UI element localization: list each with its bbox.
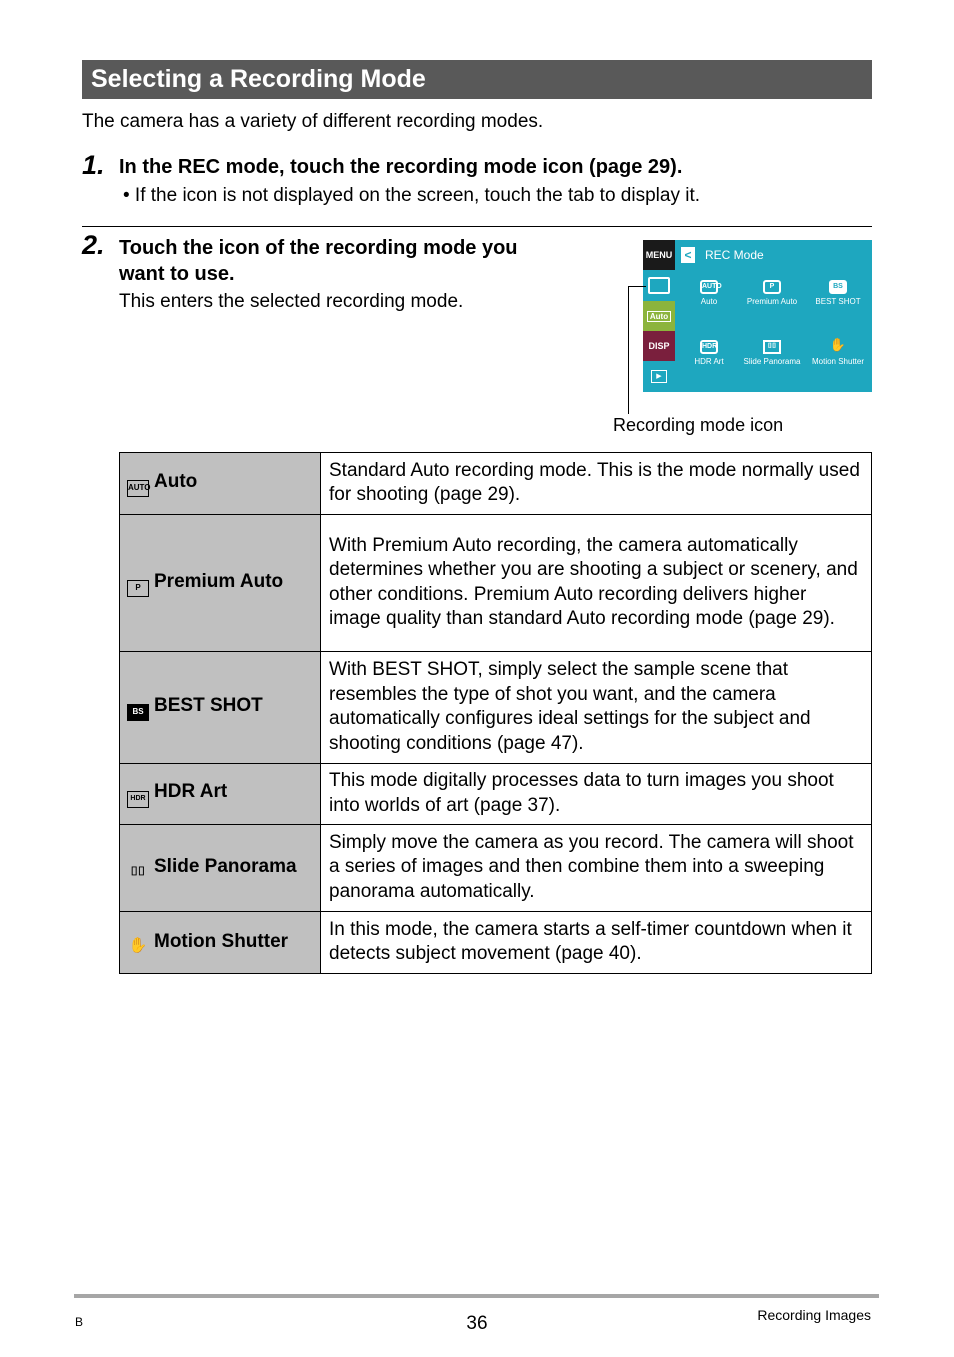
page-number: 36 [466, 1313, 488, 1334]
mode-description: Standard Auto recording mode. This is the mode normally used for shooting (page 29). [321, 453, 872, 515]
tile-label: HDR Art [694, 357, 724, 366]
side-tab-auto-label: Auto [647, 311, 671, 322]
mode-description: In this mode, the camera starts a self-timer countdown when it detects subject movement (page 40). [321, 912, 872, 974]
mode-name-cell [120, 764, 321, 825]
motion-shutter-icon: ✋ [829, 337, 847, 352]
side-tab-play[interactable] [643, 361, 675, 392]
side-tab-auto[interactable] [643, 301, 675, 331]
callout-line [628, 286, 629, 414]
mode-name-cell [120, 453, 321, 515]
callout-label: Recording mode icon [613, 415, 784, 435]
menu-button[interactable]: MENU [643, 240, 675, 270]
mode-description: This mode digitally processes data to turn images you shoot into worlds of art (page 37). [321, 764, 872, 825]
rec-mode-screen [643, 240, 872, 392]
tile-label: Motion Shutter [811, 357, 865, 366]
tile-label: Premium Auto [746, 297, 798, 306]
table-row [120, 764, 872, 825]
callout-line [628, 286, 646, 287]
step-2-body: This enters the selected recording mode. [119, 291, 464, 312]
mode-name-cell [120, 825, 321, 912]
premium-auto-icon: P [763, 280, 781, 294]
mode-name-cell [120, 515, 321, 652]
footer-language-code: B [75, 1315, 84, 1329]
hdr-art-mode-icon: HDR [127, 791, 149, 808]
screen-title: REC Mode [705, 248, 764, 262]
footer-chapter: Recording Images [757, 1307, 871, 1323]
mode-name: HDR Art [154, 781, 228, 802]
best-shot-icon: BS [829, 280, 847, 294]
mode-name-cell [120, 652, 321, 764]
intro-text: The camera has a variety of different recording modes. [82, 111, 544, 132]
tile-best-shot[interactable] [807, 272, 869, 330]
step-1-text: In the REC mode, touch the recording mode icon (page 29). [119, 156, 683, 178]
step-2-line-2: want to use. [119, 263, 235, 285]
auto-camera-icon: AUTO [700, 280, 718, 294]
recording-mode-icon[interactable] [643, 270, 675, 301]
auto-mode-icon: AUTO [127, 480, 149, 497]
divider [82, 226, 872, 227]
slide-panorama-icon: ⌷⌷ [763, 340, 781, 354]
mode-description: With Premium Auto recording, the camera automatically determines whether you are shooting a subject or scenery, and other conditions. Premium Auto recording delivers higher image quality than standard Auto recording mode (page 29). [321, 515, 872, 652]
table-row [120, 825, 872, 912]
step-2-number: 2. [82, 230, 105, 260]
table-row [120, 652, 872, 764]
hdr-art-icon: HDR [700, 340, 718, 354]
tile-hdr-art[interactable] [678, 332, 740, 390]
step-2-line-1: Touch the icon of the recording mode you [119, 237, 518, 259]
tile-motion-shutter[interactable] [807, 332, 869, 390]
premium-auto-mode-icon: P [127, 580, 149, 597]
table-row [120, 453, 872, 515]
tile-slide-panorama[interactable] [741, 332, 803, 390]
side-tab-disp[interactable]: DISP [643, 331, 675, 361]
step-1-number: 1. [82, 150, 105, 180]
table-row [120, 912, 872, 974]
mode-name: BEST SHOT [154, 695, 263, 716]
mode-description: With BEST SHOT, simply select the sample scene that resembles the type of shot you want, and the camera automatically configures ideal settings for the subject and shooting conditions (page 47). [321, 652, 872, 764]
mode-name: Slide Panorama [154, 856, 297, 877]
recording-modes-table [119, 452, 872, 974]
back-icon[interactable]: < [681, 247, 695, 263]
mode-name: Premium Auto [154, 570, 284, 592]
play-icon: ▶ [651, 370, 667, 383]
section-title: Selecting a Recording Mode [82, 60, 872, 99]
mode-description: Simply move the camera as you record. The camera will shoot a series of images and then combine them into a sweeping panorama automatically. [321, 825, 872, 912]
mode-name: Auto [154, 471, 198, 492]
premium-camera-icon [648, 277, 670, 294]
step-1-bullet: • If the icon is not displayed on the screen, touch the tab to display it. [123, 185, 700, 206]
best-shot-mode-icon: BS [127, 704, 149, 721]
table-row [120, 515, 872, 652]
tile-label: BEST SHOT [815, 297, 861, 306]
footer-rule [74, 1294, 879, 1298]
slide-panorama-mode-icon: ⌷⌷ [130, 864, 146, 878]
mode-name-cell [120, 912, 321, 974]
tile-auto[interactable] [678, 272, 740, 330]
mode-name: Motion Shutter [154, 930, 289, 952]
step-2-text [119, 235, 518, 287]
screen-header [675, 240, 872, 270]
motion-shutter-mode-icon: ✋ [128, 936, 148, 954]
tile-label: Slide Panorama [743, 357, 801, 366]
tile-label: Auto [700, 297, 718, 306]
tile-premium-auto[interactable] [741, 272, 803, 330]
